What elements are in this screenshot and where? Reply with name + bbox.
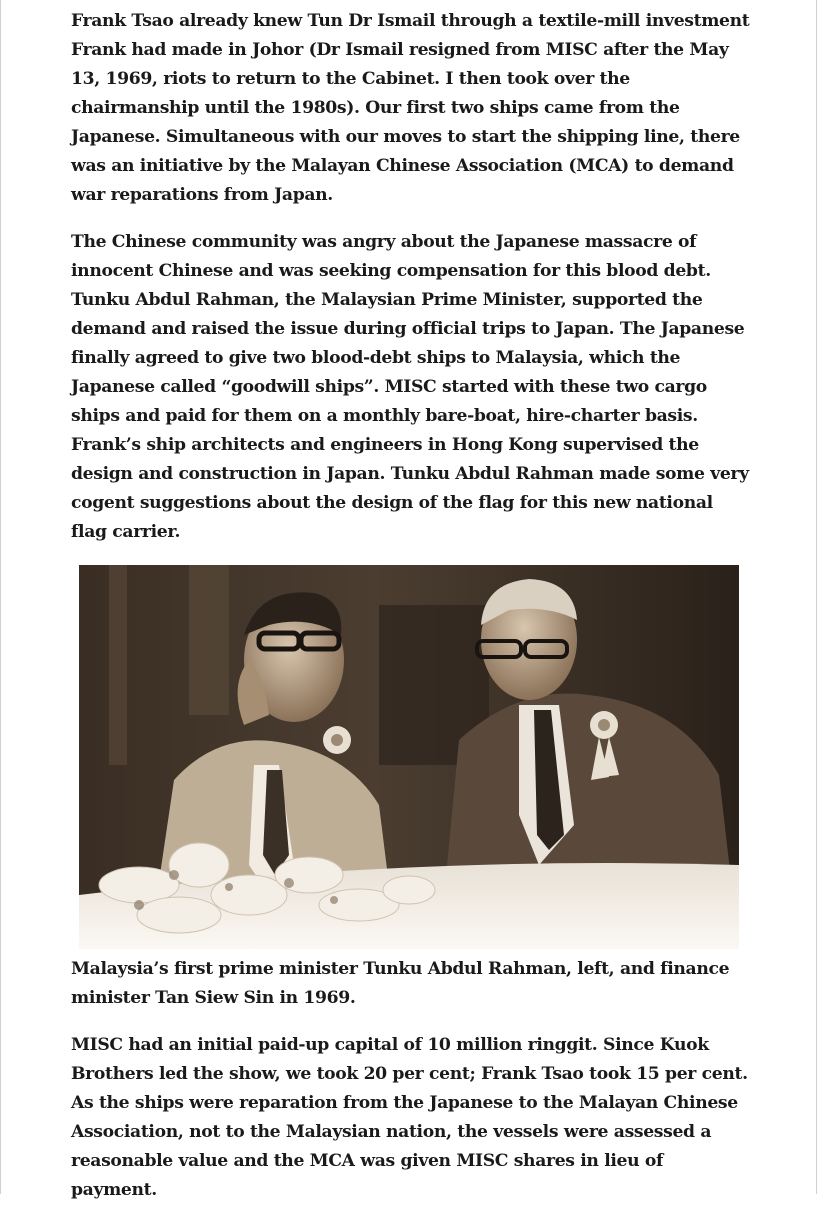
article-body xyxy=(71,7,751,1223)
historical-photo xyxy=(79,565,739,949)
paragraph-3: MISC had an initial paid-up capital of 10 million ringgit. Since Kuok Brothers led the show, we took 20 per cent; Frank Tsao took 15 per cent. As the ships were reparation from the Japanese to the Malayan Chinese Association, not to the Malaysian nation, the vessels were assessed a reasonable value and the MCA was given MISC shares in lieu of payment. xyxy=(71,1035,748,1200)
paragraph-2: The Chinese community was angry about the Japanese massacre of innocent Chinese and was seeking compensation for this blood debt. Tunku Abdul Rahman, the Malaysian Prime Minister, supported the demand and raised the issue during official trips to Japan. The Japanese finally agreed to give two blood-debt ships to Malaysia, which the Japanese called “goodwill ships”. MISC started with these two cargo ships and paid for them on a monthly bare-boat, hire-charter basis. Frank’s ship architects and engineers in Hong Kong supervised the design and construction in Japan. Tunku Abdul Rahman made some very cogent suggestions about the design of the flag for this new national flag carrier. xyxy=(71,232,749,542)
paragraph-1: Frank Tsao already knew Tun Dr Ismail through a textile-mill investment Frank had made in Johor (Dr Ismail resigned from MISC after the May 13, 1969, riots to return to the Cabinet. I then took over the chairmanship until the 1980s). Our first two ships came from the Japanese. Simultaneous with our moves to start the shipping line, there was an initiative by the Malayan Chinese Association (MCA) to demand war reparations from Japan. xyxy=(71,11,750,205)
photo-caption: Malaysia’s first prime minister Tunku Abdul Rahman, left, and finance minister Tan Siew Sin in 1969. xyxy=(71,959,730,1008)
